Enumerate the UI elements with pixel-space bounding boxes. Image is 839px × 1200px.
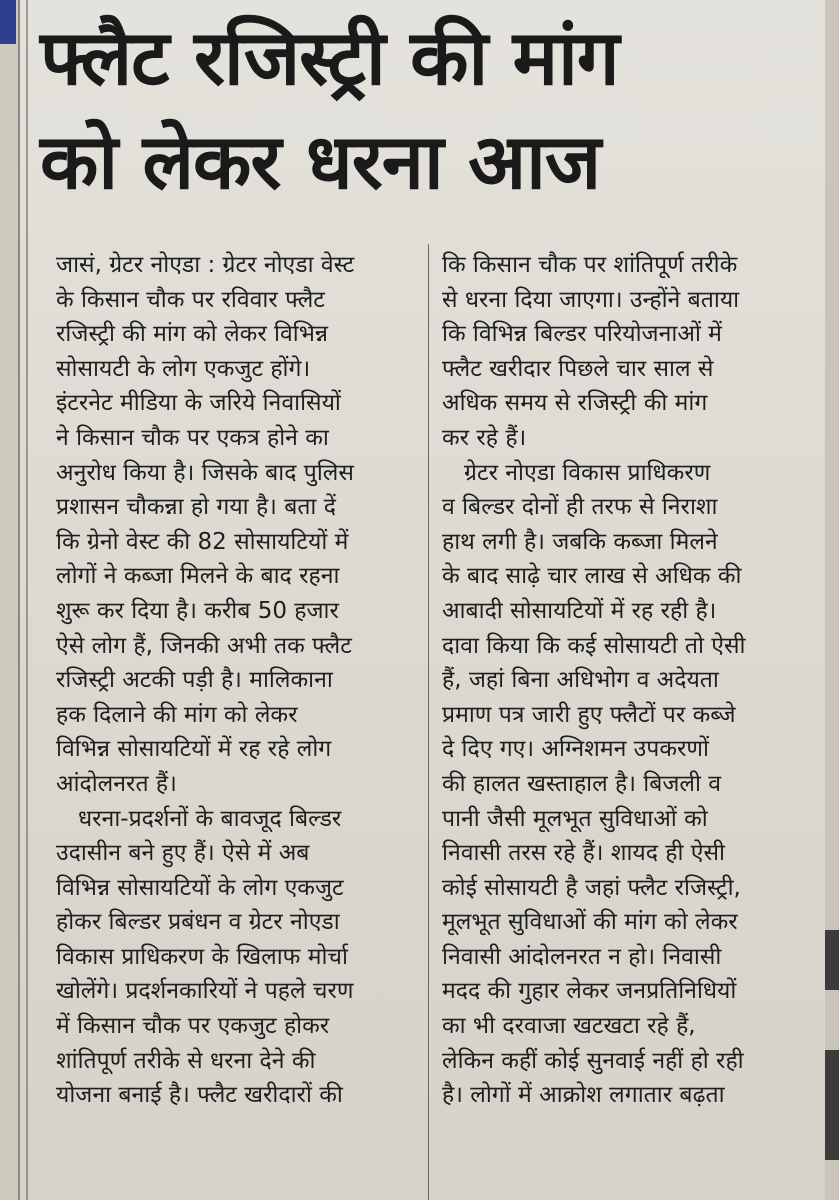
body-text-line: उदासीन बने हुए हैं। ऐसे में अब bbox=[56, 840, 310, 867]
body-text-line: कोई सोसायटी है जहां फ्लैट रजिस्ट्री, bbox=[442, 874, 741, 901]
body-text-line: है। लोगों में आक्रोश लगातार बढ़ता bbox=[442, 1082, 725, 1109]
body-text-line: दे दिए गए। अग्निशमन उपकरणों bbox=[442, 736, 709, 763]
body-text-line: निवासी आंदोलनरत न हो। निवासी bbox=[442, 943, 722, 970]
body-text-line: में किसान चौक पर एकजुट होकर bbox=[56, 1013, 330, 1040]
body-text-line: के बाद साढ़े चार लाख से अधिक की bbox=[442, 563, 742, 590]
body-text-line: फ्लैट खरीदार पिछले चार साल से bbox=[442, 355, 714, 382]
body-text-line: धरना-प्रदर्शनों के बावजूद बिल्डर bbox=[78, 805, 342, 832]
column-divider bbox=[428, 244, 429, 1200]
body-text-line: आंदोलनरत हैं। bbox=[56, 770, 177, 797]
headline-line-1: फ्लैट रजिस्ट्री की मांग bbox=[40, 13, 619, 102]
body-text-line: हैं, जहां बिना अधिभोग व अदेयता bbox=[442, 667, 719, 694]
body-text-line: इंटरनेट मीडिया के जरिये निवासियों bbox=[56, 390, 341, 417]
body-text-line: होकर बिल्डर प्रबंधन व ग्रेटर नोएडा bbox=[56, 909, 340, 936]
body-text-line: निवासी तरस रहे हैं। शायद ही ऐसी bbox=[442, 840, 725, 867]
body-text-line: का भी दरवाजा खटखटा रहे हैं, bbox=[442, 1013, 696, 1040]
body-text-line: रजिस्ट्री की मांग को लेकर विभिन्न bbox=[56, 321, 329, 348]
article-body-right-column bbox=[442, 248, 814, 1113]
body-text-line: दावा किया कि कई सोसायटी तो ऐसी bbox=[442, 632, 746, 659]
edge-print-mark bbox=[825, 930, 839, 990]
body-text-line: शांतिपूर्ण तरीके से धरना देने की bbox=[56, 1047, 316, 1074]
body-text-line: खोलेंगे। प्रदर्शनकारियों ने पहले चरण bbox=[56, 978, 354, 1005]
left-column-rule bbox=[26, 0, 28, 1200]
blue-color-tab bbox=[0, 0, 16, 44]
body-text-line: पानी जैसी मूलभूत सुविधाओं को bbox=[442, 805, 708, 832]
body-text-line: ऐसे लोग हैं, जिनकी अभी तक फ्लैट bbox=[56, 632, 352, 659]
body-text-line: लेकिन कहीं कोई सुनवाई नहीं हो रही bbox=[442, 1047, 744, 1074]
body-text-line: लोगों ने कब्जा मिलने के बाद रहना bbox=[56, 563, 340, 590]
body-text-line: कर रहे हैं। bbox=[442, 424, 527, 451]
body-text-line: कि विभिन्न बिल्डर परियोजनाओं में bbox=[442, 321, 722, 348]
body-text-line: कि ग्रेनो वेस्ट की 82 सोसायटियों में bbox=[56, 528, 349, 555]
body-text-line: शुरू कर दिया है। करीब 50 हजार bbox=[56, 597, 339, 624]
body-text-line: आबादी सोसायटियों में रह रही है। bbox=[442, 597, 717, 624]
body-text-line: योजना बनाई है। फ्लैट खरीदारों की bbox=[56, 1082, 343, 1109]
headline-line-2: को लेकर धरना आज bbox=[40, 117, 601, 206]
body-text-line: विभिन्न सोसायटियों के लोग एकजुट bbox=[56, 874, 344, 901]
body-text-line: प्रमाण पत्र जारी हुए फ्लैटों पर कब्जे bbox=[442, 701, 736, 728]
body-text-line: विकास प्राधिकरण के खिलाफ मोर्चा bbox=[56, 943, 348, 970]
body-text-line: मूलभूत सुविधाओं की मांग को लेकर bbox=[442, 909, 738, 936]
body-text-line: मदद की गुहार लेकर जनप्रतिनिधियों bbox=[442, 978, 737, 1005]
body-text-line: हक दिलाने की मांग को लेकर bbox=[56, 701, 298, 728]
article-headline bbox=[40, 6, 820, 214]
body-text-line: हाथ लगी है। जबकि कब्जा मिलने bbox=[442, 528, 718, 555]
body-text-line: रजिस्ट्री अटकी पड़ी है। मालिकाना bbox=[56, 667, 333, 694]
body-text-line: विभिन्न सोसायटियों में रह रहे लोग bbox=[56, 736, 332, 763]
right-page-edge bbox=[825, 0, 839, 1200]
article-body-left-column bbox=[56, 248, 408, 1113]
body-text-line: अनुरोध किया है। जिसके बाद पुलिस bbox=[56, 459, 354, 486]
body-text-line: कि किसान चौक पर शांतिपूर्ण तरीके bbox=[442, 252, 738, 278]
body-text-line: से धरना दिया जाएगा। उन्होंने बताया bbox=[442, 286, 740, 313]
edge-print-mark bbox=[825, 1050, 839, 1160]
body-text-line: प्रशासन चौकन्ना हो गया है। बता दें bbox=[56, 494, 336, 521]
body-text-line: जासं, ग्रेटर नोएडा : ग्रेटर नोएडा वेस्ट bbox=[56, 252, 355, 278]
body-text-line: ग्रेटर नोएडा विकास प्राधिकरण bbox=[464, 459, 711, 486]
body-text-line: ने किसान चौक पर एकत्र होने का bbox=[56, 424, 329, 451]
body-text-line: अधिक समय से रजिस्ट्री की मांग bbox=[442, 390, 708, 417]
body-text-line: व बिल्डर दोनों ही तरफ से निराशा bbox=[442, 494, 718, 521]
body-text-line: के किसान चौक पर रविवार फ्लैट bbox=[56, 286, 325, 313]
body-text-line: की हालत खस्ताहाल है। बिजली व bbox=[442, 770, 722, 797]
body-text-line: सोसायटी के लोग एकजुट होंगे। bbox=[56, 355, 311, 382]
adjacent-column-edge bbox=[0, 0, 20, 1200]
